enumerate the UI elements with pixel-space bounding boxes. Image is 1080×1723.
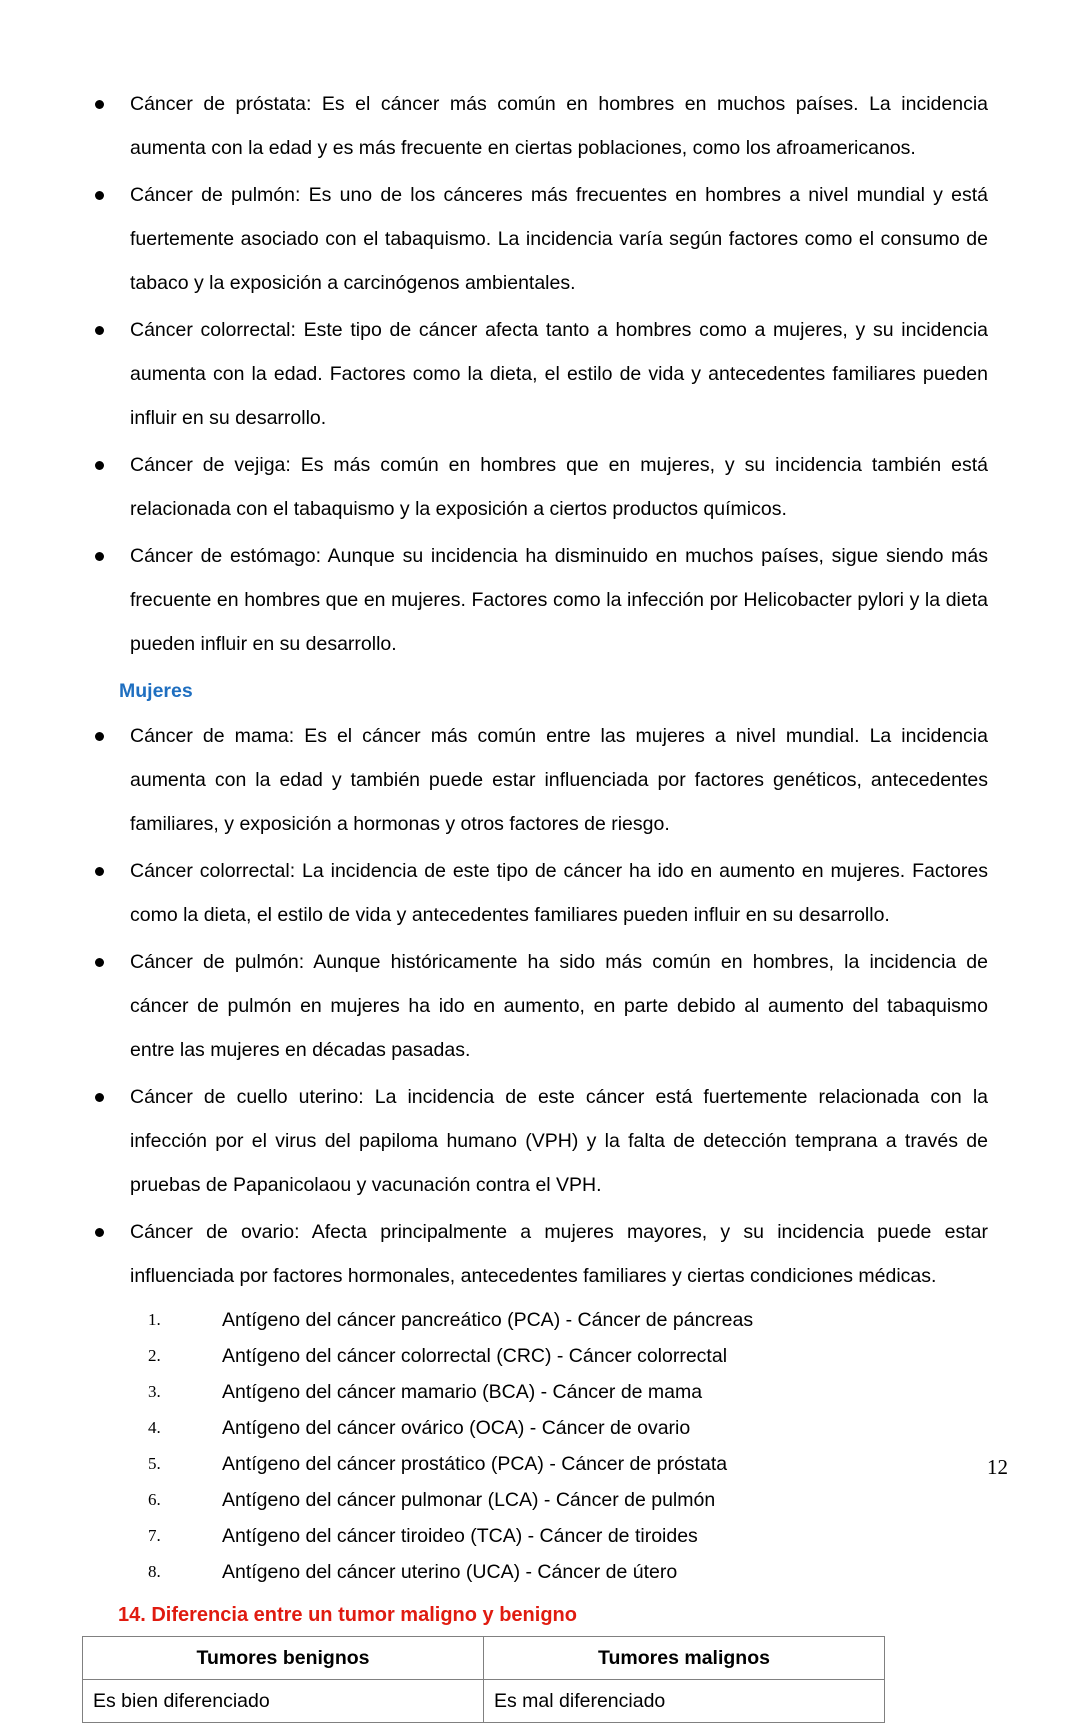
page-number: 12 [987,1455,1008,1479]
list-item [82,1446,988,1482]
list-item-text: Cáncer de próstata: Es el cáncer más común en hombres en muchos países. La incidencia aumenta con la edad y es más frecuente en ciertas poblaciones, como los afroamericanos. [130,93,988,159]
list-item-text: Cáncer colorrectal: La incidencia de este tipo de cáncer ha ido en aumento en mujeres. Factores como la dieta, el estilo de vida y antecedentes familiares pueden influir en su desarrollo. [130,860,988,926]
list-item-text: Antígeno del cáncer pulmonar (LCA) - Cáncer de pulmón [222,1489,716,1511]
bullet-icon [95,173,107,217]
list-item-number: 5. [148,1454,161,1473]
list-item [82,308,988,440]
list-item-text: Antígeno del cáncer ovárico (OCA) - Cáncer de ovario [222,1417,691,1439]
bullet-icon [95,849,107,893]
tumor-comparison-table [82,1636,885,1723]
list-item [82,1075,988,1207]
section-heading-tumor-difference: 14. Diferencia entre un tumor maligno y benigno [118,1604,577,1626]
list-item-number: 2. [148,1346,161,1365]
list-item-text: Cáncer de vejiga: Es más común en hombres que en mujeres, y su incidencia también está relacionada con el tabaquismo y la exposición a ciertos productos químicos. [130,454,988,520]
list-item-text: Cáncer de estómago: Aunque su incidencia ha disminuido en muchos países, sigue siendo más frecuente en hombres que en mujeres. Factores como la infección por Helicobacter pylori y la dieta pueden influir en su desarrollo. [130,545,988,655]
list-item [82,1554,988,1590]
bullet-icon [95,940,107,984]
list-item [82,849,988,937]
list-item-number: 3. [148,1382,161,1401]
list-item-text: Cáncer colorrectal: Este tipo de cáncer afecta tanto a hombres como a mujeres, y su incidencia aumenta con la edad. Factores como la dieta, el estilo de vida y antecedentes familiares pueden influir en su desarrollo. [130,319,988,429]
table-header-row [83,1637,885,1680]
bullet-icon [95,714,107,758]
table-column-header: Tumores malignos [484,1637,885,1680]
list-item-number: 8. [148,1562,161,1581]
list-item [82,534,988,666]
list-item-number: 6. [148,1490,161,1509]
bullet-icon [95,82,107,126]
list-item [82,1210,988,1298]
list-item [82,82,988,170]
table-column-header: Tumores benignos [83,1637,484,1680]
women-cancer-bullet-list [82,714,988,1298]
list-item-text: Cáncer de cuello uterino: La incidencia de este cáncer está fuertemente relacionada con la infección por el virus del papiloma humano (VPH) y la falta de detección temprana a través de pruebas de Papanicolaou y vacunación contra el VPH. [130,1086,988,1196]
section-heading-mujeres: Mujeres [119,680,193,702]
list-item-number: 1. [148,1310,161,1329]
list-item [82,1338,988,1374]
list-item [82,1518,988,1554]
list-item-text: Cáncer de mama: Es el cáncer más común entre las mujeres a nivel mundial. La incidencia aumenta con la edad y también puede estar influenciada por factores genéticos, antecedentes familiares, y exposición a hormonas y otros factores de riesgo. [130,725,988,835]
list-item [82,1302,988,1338]
list-item-number: 4. [148,1418,161,1437]
list-item-text: Antígeno del cáncer pancreático (PCA) - Cáncer de páncreas [222,1309,754,1331]
bullet-icon [95,534,107,578]
table-cell: Es bien diferenciado [83,1680,484,1723]
table-row [83,1680,885,1723]
antigen-numbered-list [82,1302,988,1590]
list-item [82,443,988,531]
men-cancer-bullet-list [82,82,988,666]
list-item [82,940,988,1072]
page-content [82,82,988,1723]
list-item-text: Cáncer de ovario: Afecta principalmente a mujeres mayores, y su incidencia puede estar influenciada por factores hormonales, antecedentes familiares y ciertas condiciones médicas. [130,1221,988,1287]
list-item [82,714,988,846]
list-item-text: Cáncer de pulmón: Aunque históricamente ha sido más común en hombres, la incidencia de cáncer de pulmón en mujeres ha ido en aumento, en parte debido al aumento del tabaquismo entre las mujeres en décadas pasadas. [130,951,988,1061]
list-item-text: Antígeno del cáncer uterino (UCA) - Cáncer de útero [222,1561,678,1583]
list-item-text: Cáncer de pulmón: Es uno de los cánceres más frecuentes en hombres a nivel mundial y está fuertemente asociado con el tabaquismo. La incidencia varía según factores como el consumo de tabaco y la exposición a carcinógenos ambientales. [130,184,988,294]
bullet-icon [95,308,107,352]
table-cell: Es mal diferenciado [484,1680,885,1723]
list-item [82,1482,988,1518]
list-item-text: Antígeno del cáncer colorrectal (CRC) - Cáncer colorrectal [222,1345,728,1367]
list-item [82,173,988,305]
bullet-icon [95,1210,107,1254]
list-item-text: Antígeno del cáncer tiroideo (TCA) - Cáncer de tiroides [222,1525,698,1547]
list-item-text: Antígeno del cáncer mamario (BCA) - Cáncer de mama [222,1381,703,1403]
bullet-icon [95,443,107,487]
list-item-text: Antígeno del cáncer prostático (PCA) - Cáncer de próstata [222,1453,728,1475]
list-item [82,1410,988,1446]
bullet-icon [95,1075,107,1119]
list-item [82,1374,988,1410]
list-item-number: 7. [148,1526,161,1545]
